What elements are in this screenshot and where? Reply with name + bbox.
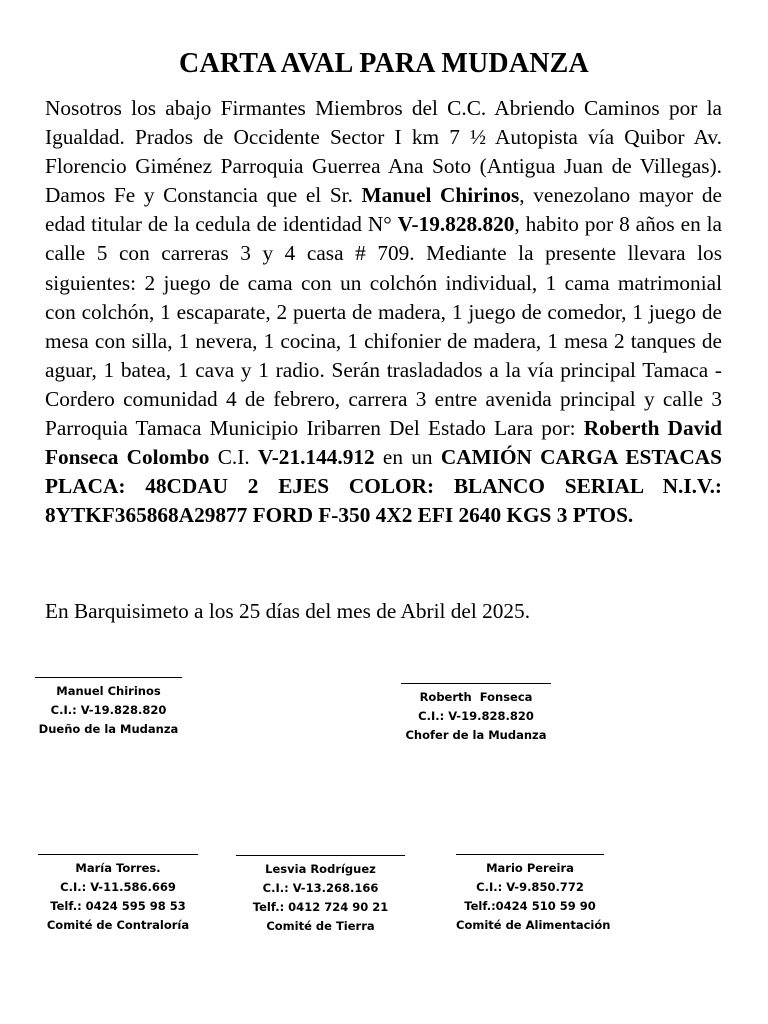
body-text-2: , venezolano mayor de edad titular de la cedula de identidad N° [45, 183, 722, 237]
signer-name: Lesvia Rodríguez [265, 862, 376, 876]
signature-line [456, 854, 604, 855]
signer-role: Comité de Contraloría [46, 918, 190, 932]
signer-ci: C.I.: V-11.586.669 [60, 880, 176, 894]
signer-phone: Telf.:0424 510 59 90 [464, 899, 596, 913]
signer-name: Mario Pereira [486, 861, 574, 875]
signature-line [401, 683, 551, 684]
owner-ci: V-19.828.820 [397, 212, 515, 237]
signer-role: Dueño de la Mudanza [38, 722, 179, 736]
body-text-1: Nosotros los abajo Firmantes Miembros del C.C. Abriendo Caminos por la Igualdad. Prados de Occidente Sector I km 7 ½ Autopista vía Quibor Av. Florencio Giménez Parroquia Guerrea Ana Soto (Antigua Juan de Villegas). Damos Fe y Constancia que el Sr. [45, 96, 722, 208]
signer-role: Comité de Tierra [266, 919, 375, 933]
signer-ci: C.I.: V-9.850.772 [476, 880, 584, 894]
signature-block-contraloria [38, 854, 198, 935]
signer-role: Chofer de la Mudanza [405, 728, 547, 742]
signature-line [236, 855, 405, 856]
signature-block-driver [401, 683, 551, 745]
closing-date-line: En Barquisimeto a los 25 días del mes de Abril del 2025. [45, 599, 531, 623]
signer-phone: Telf.: 0424 595 98 53 [50, 899, 186, 913]
signer-name: Manuel Chirinos [56, 684, 161, 698]
driver-ci: V-21.144.912 [257, 445, 375, 470]
body-text-5: en un [374, 445, 441, 470]
signer-name: María Torres. [75, 861, 161, 875]
signer-role: Comité de Alimentación [456, 918, 611, 932]
document-title: CARTA AVAL PARA MUDANZA [179, 48, 589, 79]
signer-ci: C.I.: V-19.828.820 [50, 703, 167, 717]
signer-ci: C.I.: V-19.828.820 [418, 709, 534, 723]
body-text-3: , habito por 8 años en la calle 5 con carreras 3 y 4 casa # 709. Mediante la presente llevara los siguientes: 2 juego de cama con un colchón individual, 1 cama matrimonial con colchón, 1 escaparate, 2 puerta de madera, 1 juego de comedor, 1 juego de mesa con silla, 1 nevera, 1 cocina, 1 chifonier de madera, 1 mesa 2 tanques de aguar, 1 batea, 1 cava y 1 radio. Serán trasladados a la vía principal Tamaca - Cordero comunidad 4 de febrero, carrera 3 entre avenida principal y calle 3 Parroquia Tamaca Municipio Iribarren Del Estado Lara por: [45, 212, 722, 441]
body-paragraph [45, 94, 722, 530]
signature-block-tierra [236, 855, 405, 936]
signature-block-owner [35, 677, 182, 739]
signature-line [38, 854, 198, 855]
signer-ci: C.I.: V-13.268.166 [262, 881, 379, 895]
driver-name: Roberth David Fonseca Colombo [45, 416, 722, 470]
owner-name: Manuel Chirinos [361, 183, 520, 208]
vehicle-details: CAMIÓN CARGA ESTACAS PLACA: 48CDAU 2 EJES COLOR: BLANCO SERIAL N.I.V.: 8YTKF365868A29877 FORD F-350 4X2 EFI 2640 KGS 3 PTOS. [45, 445, 723, 528]
body-text-4: C.I. [209, 445, 258, 470]
signature-block-alimentacion [456, 854, 611, 935]
signer-phone: Telf.: 0412 724 90 21 [252, 900, 389, 914]
signature-line [35, 677, 182, 678]
signer-name: Roberth Fonseca [419, 690, 533, 704]
